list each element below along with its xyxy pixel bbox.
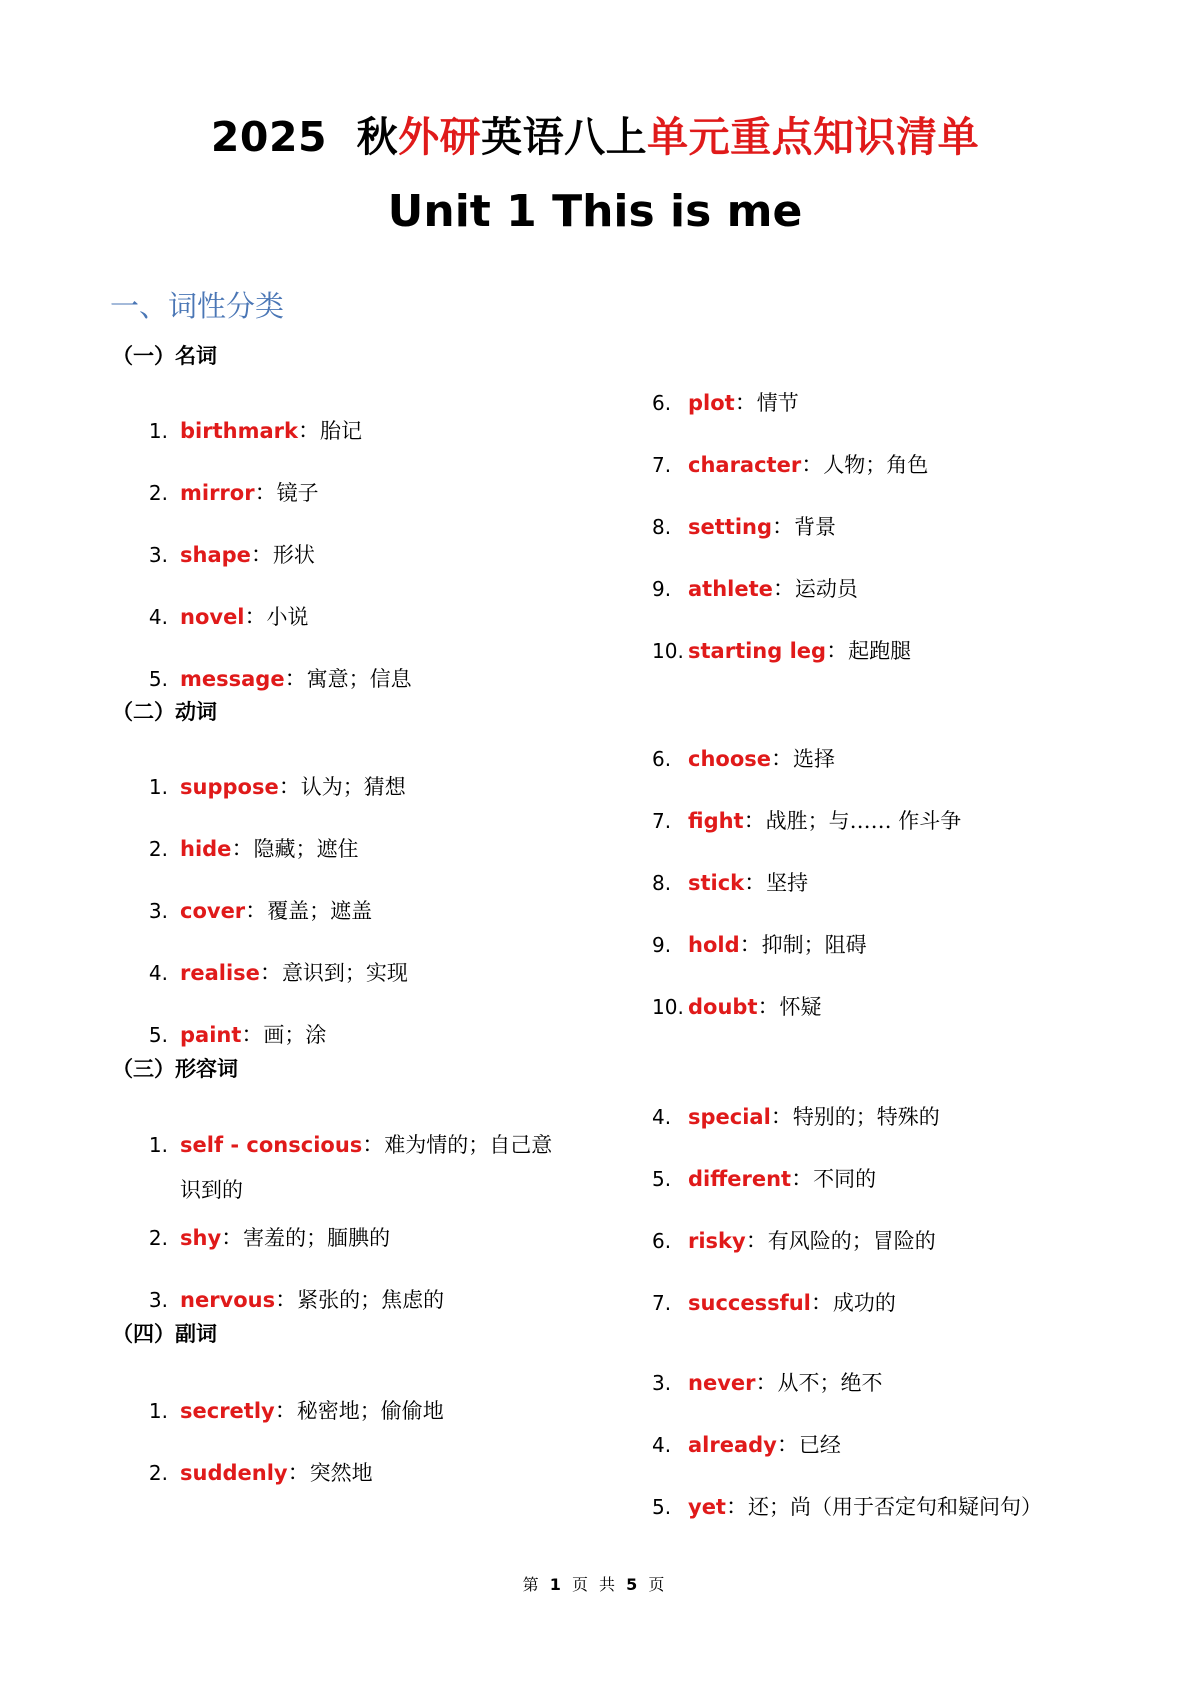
list-item: 4. realise：意识到；实现: [148, 961, 408, 986]
group-heading-adjectives: （三）形容词: [112, 1057, 238, 1081]
list-item: 5. paint：画；涂: [148, 1023, 327, 1048]
list-item: 4. already：已经: [652, 1433, 841, 1458]
list-item: 5. message：寓意；信息: [148, 667, 412, 692]
list-item: 9. athlete：运动员: [652, 577, 858, 602]
title-part-1: 秋: [356, 113, 399, 161]
list-item: 10. starting leg：起跑腿: [652, 639, 912, 664]
document-title: [0, 104, 1190, 163]
list-item: 3. never：从不；绝不: [652, 1371, 883, 1396]
footer-pre: 第: [522, 1575, 542, 1594]
list-item: 5. different：不同的: [652, 1167, 877, 1192]
list-item: 2. hide：隐藏；遮住: [148, 837, 359, 862]
list-item: 1. suppose：认为；猜想: [148, 775, 406, 800]
list-item: 4. special：特别的；特殊的: [652, 1105, 940, 1130]
title-year: 2025: [210, 113, 328, 161]
footer-total-pages: 5: [626, 1575, 641, 1594]
list-item: 2. suddenly：突然地: [148, 1461, 373, 1486]
list-item: 2. mirror：镜子: [148, 481, 319, 506]
title-part-3: 英语八上: [481, 113, 648, 161]
list-item: 7. successful：成功的: [652, 1291, 896, 1316]
list-item: 6. choose：选择: [652, 747, 836, 772]
list-item: 4. novel：小说: [148, 605, 309, 630]
list-item: 1. birthmark：胎记: [148, 419, 362, 444]
footer-mid: 页 共: [571, 1575, 619, 1594]
list-item: 3. shape：形状: [148, 543, 315, 568]
footer-page-number: 1: [549, 1575, 564, 1594]
list-item: 3. nervous：紧张的；焦虑的: [148, 1288, 445, 1313]
group-heading-adverbs: （四）副词: [112, 1322, 217, 1346]
list-item: 1. secretly：秘密地；偷偷地: [148, 1399, 444, 1424]
list-item: 7. character：人物；角色: [652, 453, 929, 478]
title-part-4: 单元重点知识清单: [647, 113, 980, 161]
group-heading-nouns: （一）名词: [112, 344, 217, 368]
list-item-continuation: 识到的: [180, 1178, 243, 1202]
footer-post: 页: [648, 1575, 668, 1594]
list-item: 10. doubt：怀疑: [652, 995, 822, 1020]
group-heading-verbs: （二）动词: [112, 700, 217, 724]
title-part-2: 外研: [398, 113, 482, 161]
list-item: 6. plot：情节: [652, 391, 799, 416]
list-item: 1. self - conscious：难为情的；自己意: [148, 1133, 553, 1158]
list-item: 9. hold：抑制；阻碍: [652, 933, 867, 958]
list-item: 5. yet：还；尚（用于否定句和疑问句）: [652, 1495, 1042, 1520]
list-item: 8. stick：坚持: [652, 871, 809, 896]
list-item: 8. setting：背景: [652, 515, 837, 540]
list-item: 6. risky：有风险的；冒险的: [652, 1229, 936, 1254]
list-item: 7. fight：战胜；与…… 作斗争: [652, 809, 962, 834]
list-item: 3. cover：覆盖；遮盖: [148, 899, 373, 924]
section-heading: 一、词性分类: [110, 289, 285, 323]
document-subtitle: Unit 1 This is me: [387, 186, 803, 237]
list-item: 2. shy：害羞的；腼腆的: [148, 1226, 391, 1251]
page-footer: [0, 1572, 1190, 1595]
